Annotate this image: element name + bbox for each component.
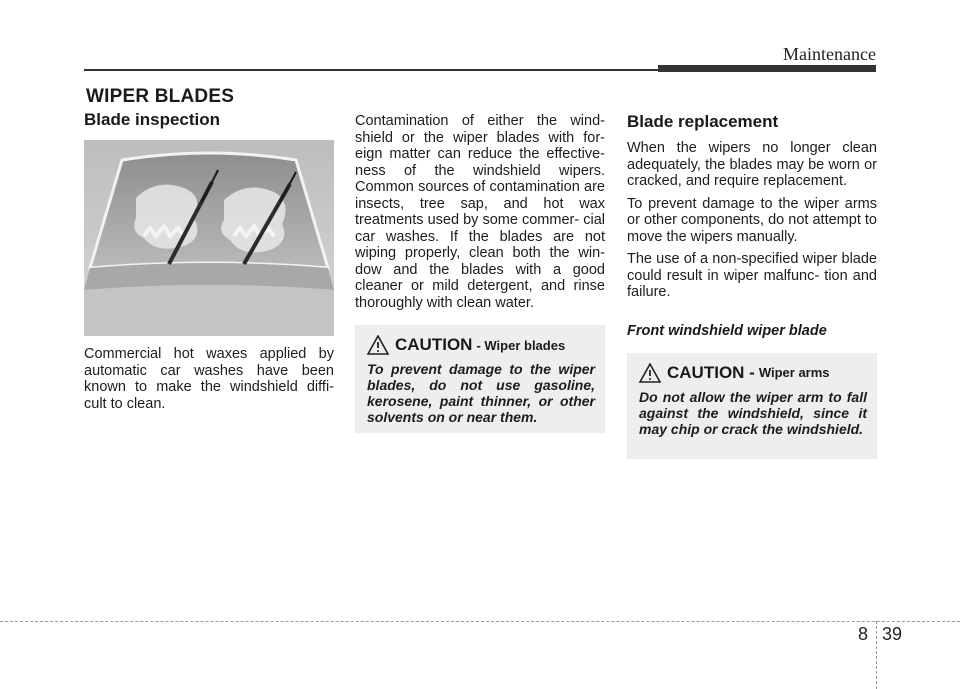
caution-subject: - Wiper blades: [476, 337, 566, 353]
caution-box-wiper-arms: [627, 353, 877, 459]
windshield-illustration: [84, 140, 334, 336]
section-title: WIPER BLADES: [86, 86, 235, 107]
caution-label: CAUTION: [395, 335, 473, 354]
windshield-wiper-figure: [84, 140, 334, 336]
column-left: [84, 110, 334, 412]
header-rule: [84, 69, 664, 71]
column-middle: [355, 113, 605, 433]
header-rule-accent: [658, 65, 876, 72]
replacement-paragraph-1: When the wipers no longer clean adequately, the blades may be worn or cracked, and require replacement.: [627, 140, 877, 189]
page-number-divider: [876, 621, 877, 689]
caution-header: [367, 335, 595, 355]
page-number: 39: [882, 624, 903, 644]
column-right: [627, 110, 877, 459]
inspection-paragraph: Commercial hot waxes applied by automatic car washes have been known to make the windshield diffi- cult to clean.: [84, 346, 334, 412]
chapter-number: 8: [858, 624, 869, 644]
caution-box-wiper-blades: [355, 325, 605, 433]
warning-triangle-icon: [639, 363, 661, 383]
front-wiper-heading: Front windshield wiper blade: [627, 322, 827, 339]
footer-rule: [0, 621, 960, 622]
caution-label: CAUTION -: [667, 362, 755, 382]
contamination-paragraph: Contamination of either the wind- shield or the wiper blades with for- eign matter can reduce the effective- ness of the windshield wipers. Common sources of contamination are insects, tree sap, and hot wax treatments used by some commer- cial car washes. If the blades are not wiping properly, clean both the win- dow and the blades with a good cleaner or mild detergent, and rinse thoroughly with clean water.: [355, 113, 605, 311]
blade-replacement-heading: Blade replacement: [627, 112, 779, 131]
blade-inspection-heading: Blade inspection: [84, 110, 221, 129]
warning-triangle-icon: [367, 335, 389, 355]
header-section-title: Maintenance: [783, 44, 876, 64]
caution-text: To prevent damage to the wiper blades, do not use gasoline, kerosene, paint thinner, or other solvents on or near them.: [367, 361, 595, 425]
replacement-paragraph-3: The use of a non-specified wiper blade could result in wiper malfunc- tion and failure.: [627, 251, 877, 300]
caution-header: [639, 363, 867, 383]
caution-text: Do not allow the wiper arm to fall against the windshield, since it may chip or crack the windshield.: [639, 388, 867, 437]
caution-subject: Wiper arms: [758, 365, 830, 380]
replacement-paragraph-2: To prevent damage to the wiper arms or other components, do not attempt to move the wipers manually.: [627, 195, 877, 245]
